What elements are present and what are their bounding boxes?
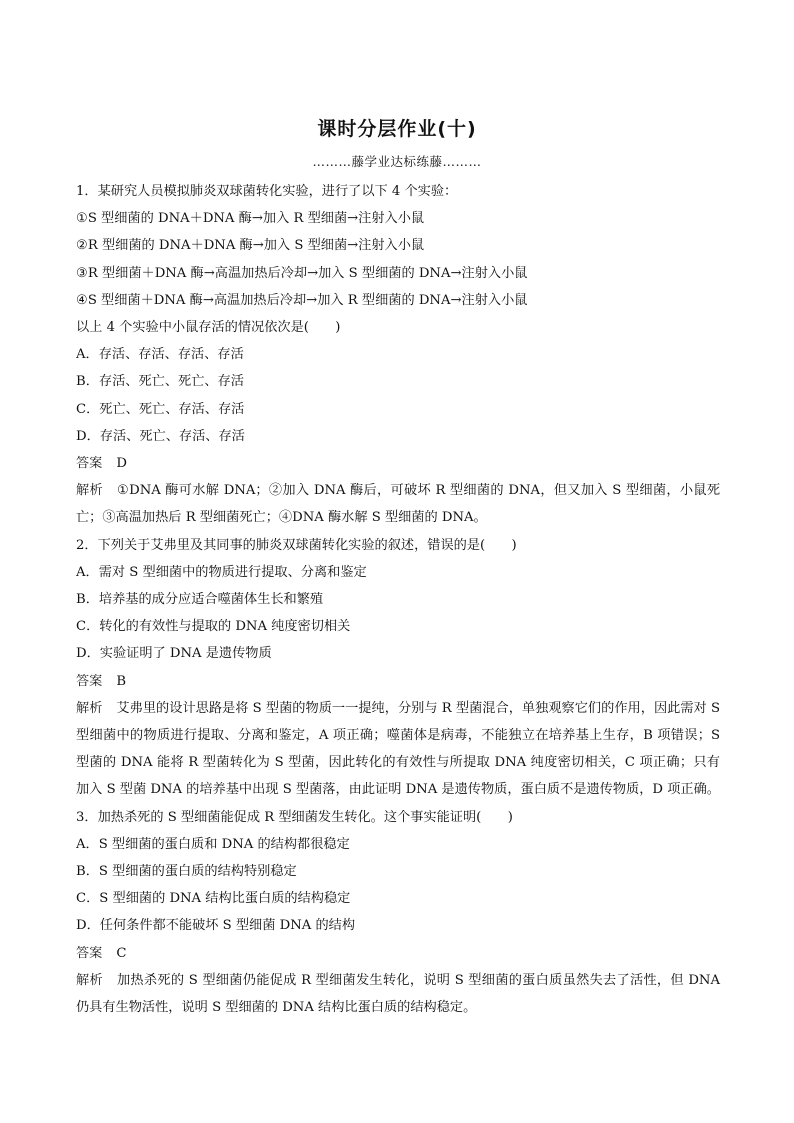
- option-a: A．存活、存活、存活、存活: [76, 347, 244, 363]
- answer-value: C: [116, 945, 127, 961]
- analysis-paragraph: [76, 695, 720, 804]
- answer-line: [76, 450, 720, 477]
- analysis-label: 解析: [76, 972, 103, 988]
- question-stem: 1．某研究人员模拟肺炎双球菌转化实验，进行了以下 4 个实验：: [76, 184, 458, 199]
- analysis-label: 解析: [76, 700, 103, 716]
- question-prompt: 以上 4 个实验中小鼠存活的情况依次是( ): [76, 320, 341, 336]
- analysis-text: 加热杀死的 S 型细菌仍能促成 R 型细菌发生转化，说明 S 型细菌的蛋白质虽然失去了活性，但 DNA 仍具有生物活性，说明 S 型细菌的 DNA 结构比蛋白质的结构稳定。: [76, 972, 720, 1016]
- question-3: [76, 804, 720, 1022]
- option-d: D．存活、死亡、存活、存活: [76, 428, 245, 444]
- analysis-text: 艾弗里的设计思路是将 S 型菌的物质一一提纯，分别与 R 型菌混合，单独观察它们的作用，因此需对 S 型细菌中的物质进行提取、分离和鉴定，A 项正确；噬菌体是病毒，不能独立在培养基上生存，B 项错误；S 型菌的 DNA 能将 R 型菌转化为 S 型菌，因此转化的有效性与所提取 DNA 纯度密切相关，C 项正确；只有加入 S 型菌 DNA 的培养基中出现 S 型菌落，由此证明 DNA 是遗传物质，蛋白质不是遗传物质，D 项正确。: [76, 700, 720, 798]
- option-c: C．S 型细菌的 DNA 结构比蛋白质的结构稳定: [76, 891, 351, 907]
- option-c: C．死亡、死亡、存活、存活: [76, 401, 245, 417]
- option-c: C．转化的有效性与提取的 DNA 纯度密切相关: [76, 619, 351, 635]
- option-d: D．实验证明了 DNA 是遗传物质: [76, 646, 272, 662]
- answer-value: D: [116, 456, 127, 472]
- analysis-paragraph: [76, 477, 720, 531]
- option-b: B．培养基的成分应适合噬菌体生长和繁殖: [76, 592, 324, 608]
- answer-line: [76, 668, 720, 695]
- answer-line: [76, 940, 720, 967]
- question-stem: 2．下列关于艾弗里及其同事的肺炎双球菌转化实验的叙述，错误的是( ): [76, 537, 517, 553]
- answer-label: 答案: [76, 456, 103, 472]
- option-a: A．S 型细菌的蛋白质和 DNA 的结构都很稳定: [76, 836, 350, 852]
- answer-label: 答案: [76, 673, 103, 689]
- question-stem: 3．加热杀死的 S 型细菌能促成 R 型细菌发生转化。这个事实能证明( ): [76, 809, 513, 825]
- document-content: [76, 178, 720, 1021]
- option-a: A．需对 S 型细菌中的物质进行提取、分离和鉴定: [76, 564, 367, 580]
- question-2: [76, 532, 720, 804]
- option-d: D．任何条件都不能破坏 S 型细菌 DNA 的结构: [76, 918, 356, 934]
- analysis-label: 解析: [76, 483, 103, 499]
- answer-label: 答案: [76, 945, 103, 961]
- section-subtitle: ………藤学业达标练藤………: [312, 154, 482, 169]
- question-1: [76, 178, 720, 532]
- option-b: B．S 型细菌的蛋白质的结构特别稳定: [76, 864, 297, 880]
- analysis-paragraph: [76, 967, 720, 1021]
- option-b: B．存活、死亡、死亡、存活: [76, 374, 244, 390]
- experiment-item: ③R 型细菌＋DNA 酶→高温加热后冷却→加入 S 型细菌的 DNA→注射入小鼠: [76, 265, 528, 281]
- experiment-item: ②R 型细菌的 DNA＋DNA 酶→加入 S 型细菌→注射入小鼠: [76, 238, 425, 254]
- experiment-item: ①S 型细菌的 DNA＋DNA 酶→加入 R 型细菌→注射入小鼠: [76, 211, 425, 227]
- answer-value: B: [116, 673, 127, 689]
- experiment-item: ④S 型细菌＋DNA 酶→高温加热后冷却→加入 R 型细菌的 DNA→注射入小鼠: [76, 292, 528, 308]
- page-title: 课时分层作业(十): [317, 118, 477, 140]
- analysis-text: ①DNA 酶可水解 DNA；②加入 DNA 酶后，可破坏 R 型细菌的 DNA，但又加入 S 型细菌，小鼠死亡；③高温加热后 R 型细菌死亡；④DNA 酶水解 S 型细菌的 DNA。: [76, 483, 721, 526]
